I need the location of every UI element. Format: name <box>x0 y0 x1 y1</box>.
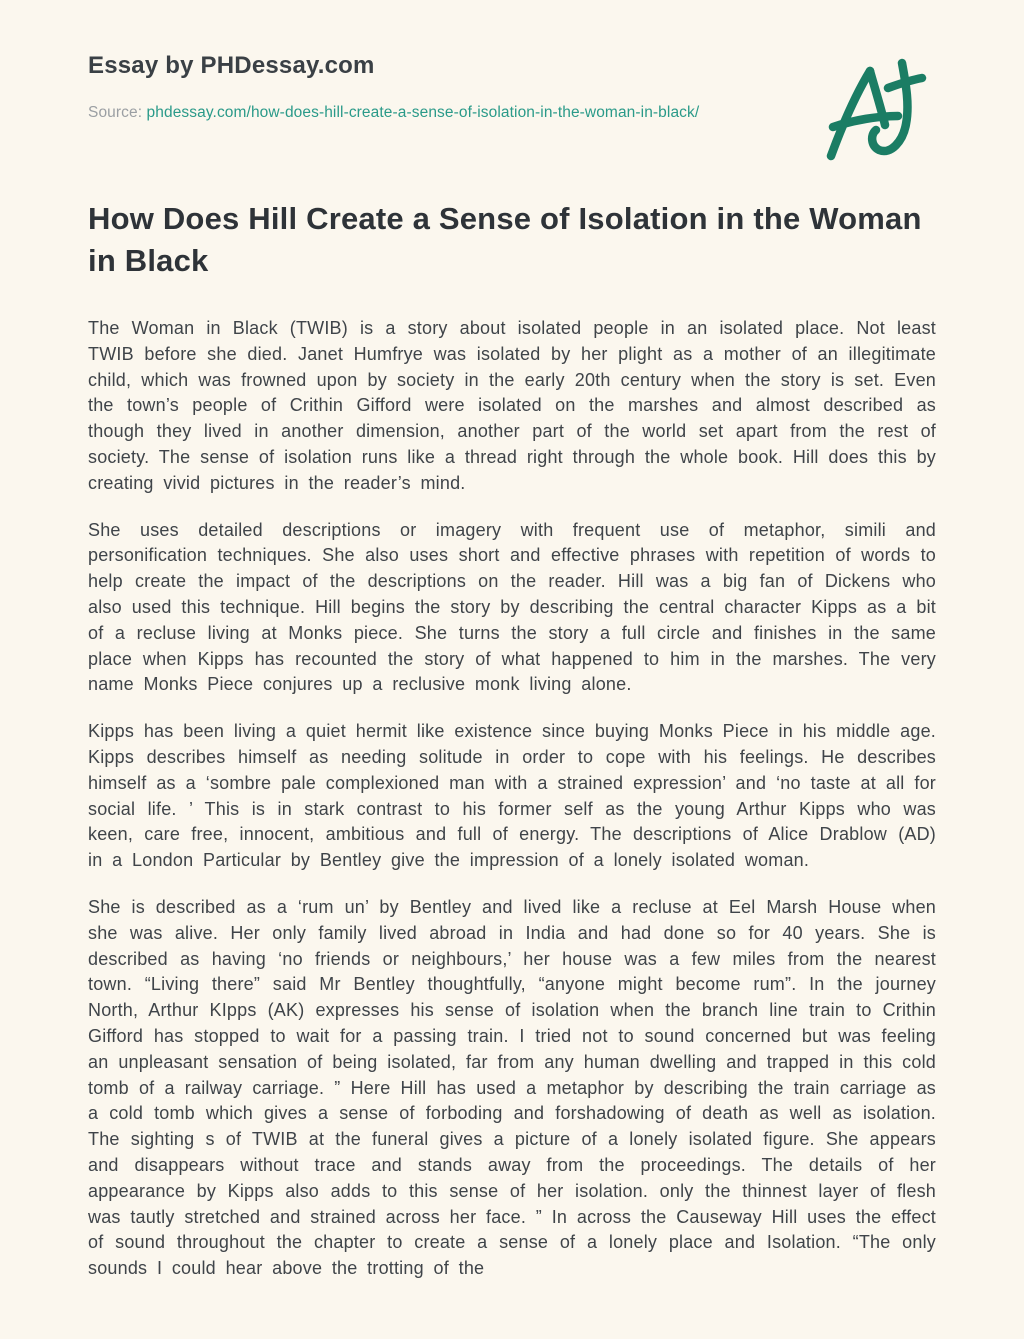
essay-paragraph-1: The Woman in Black (TWIB) is a story about isolated people in an isolated place. Not least TWIB before she died. Janet Humfrye was isolated by her plight as a mother of an illegitimate child, which was frowned upon by society in the early 20th century when the story is set. Even the town’s people of Crithin Gifford were isolated on the marshes and almost described as though they lived in another dimension, another part of the world set apart from the rest of society. The sense of isolation runs like a thread right through the whole book. Hill does this by creating vivid pictures in the reader’s mind. <box>88 318 936 493</box>
essay-paragraph-3: Kipps has been living a quiet hermit like existence since buying Monks Piece in his middle age. Kipps describes himself as needing solitude in order to cope with his feelings. He describes himself as a ‘sombre pale complexioned man with a strained expression’ and ‘no taste at all for social life. ’ This is in stark contrast to his former self as the young Arthur Kipps who was keen, care free, innocent, ambitious and full of energy. The descriptions of Alice Drablow (AD) in a London Particular by Bentley give the impression of a lonely isolated woman. <box>88 721 936 871</box>
essay-article <box>88 316 936 1282</box>
essay-paragraph-4: She is described as a ‘rum un’ by Bentley and lived like a recluse at Eel Marsh House when she was alive. Her only family lived abroad in India and had done so for 40 years. She is described as having ‘no friends or neighbours,’ her house was a few miles from the nearest town. “Living there” said Mr Bentley thoughtfully, “anyone might become rum”. In the journey North, Arthur KIpps (AK) expresses his sense of isolation when the branch line train to Crithin Gifford has stopped to wait for a passing train. I tried not to sound concerned but was feeling an unpleasant sensation of being isolated, far from any human dwelling and trapped in this cold tomb of a railway carriage. ” Here Hill has used a metaphor by describing the train carriage as a cold tomb which gives a sense of forboding and forshadowing of death as well as isolation. The sighting s of TWIB at the funeral gives a picture of a lonely isolated figure. She appears and disappears without trace and stands away from the proceedings. The details of her appearance by Kipps also adds to this sense of her isolation. only the thinnest layer of flesh was tautly stretched and strained across her face. ” In across the Causeway Hill uses the effect of sound throughout the chapter to create a sense of a lonely place and Isolation. “The only sounds I could hear above the trotting of the <box>88 896 936 1279</box>
source-row <box>88 104 936 122</box>
a-plus-logo-icon <box>824 58 944 170</box>
essay-byline: Essay by PHDessay.com <box>88 52 375 79</box>
source-link[interactable]: phdessay.com/how-does-hill-create-a-sense-of-isolation-in-the-woman-in-black/ <box>146 104 700 121</box>
page-title: How Does Hill Create a Sense of Isolation in the Woman in Black <box>88 201 922 278</box>
essay-paragraph-2: She uses detailed descriptions or imagery with frequent use of metaphor, simili and personification techniques. She also uses short and effective phrases with repetition of words to help create the impact of the descriptions on the reader. Hill was a big fan of Dickens who also used this technique. Hill begins the story by describing the central character Kipps as a bit of a recluse living at Monks piece. She turns the story a full circle and finishes in the same place when Kipps has recounted the story of what happened to him in the marshes. The very name Monks Piece conjures up a reclusive monk living alone. <box>88 519 936 695</box>
source-label: Source: <box>88 104 143 121</box>
